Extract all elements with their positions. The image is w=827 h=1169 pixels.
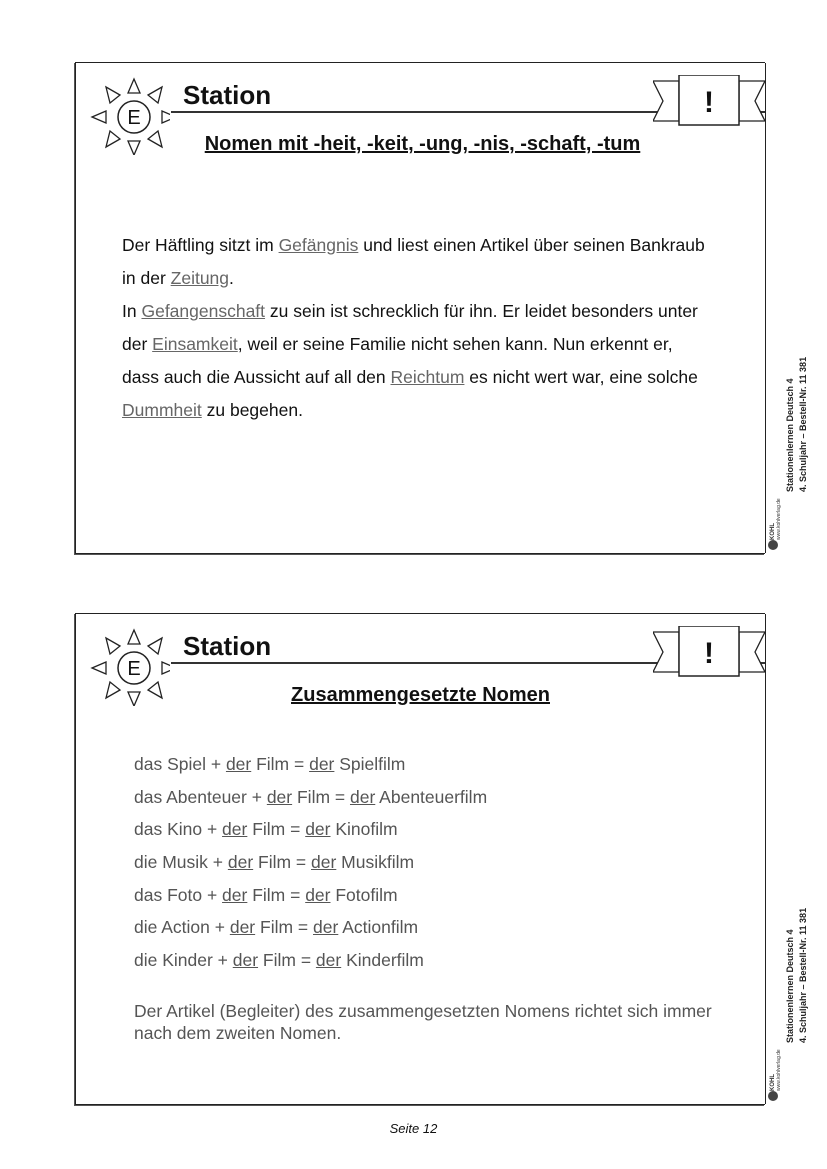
side-info-2 — [700, 613, 808, 1105]
page-number: Seite 12 — [389, 1121, 438, 1136]
row-text: Film = — [258, 950, 316, 971]
row-text: das Abenteuer + — [134, 786, 267, 807]
article-underlined: der — [227, 852, 254, 873]
row-text: Film = — [247, 884, 306, 905]
publisher-tree-icon — [768, 540, 778, 550]
row-text: das Foto + — [134, 884, 223, 905]
compound-row — [134, 748, 734, 781]
compound-row — [134, 911, 734, 944]
sun-icon — [90, 626, 170, 706]
underlined-noun: Einsamkeit — [152, 334, 238, 354]
row-text: Spielfilm — [334, 754, 406, 774]
article-underlined: der — [349, 786, 376, 807]
row-text: Fotofilm — [330, 884, 398, 905]
story-paragraph — [122, 229, 712, 427]
row-text: Film = — [247, 819, 306, 840]
card-right-edge — [765, 614, 767, 1104]
underlined-noun: Gefangenschaft — [141, 301, 266, 321]
station-title: Station — [183, 80, 272, 110]
station-card-1 — [75, 62, 765, 554]
row-text: Actionfilm — [338, 917, 419, 938]
publisher-logo: KOHL www.kohlverlag.de — [770, 1049, 782, 1091]
rule-note: Der Artikel (Begleiter) des zusammengesetzten Nomens richtet sich immer nach dem zweiten Nomen. — [134, 1001, 712, 1043]
article-underlined: der — [222, 819, 248, 840]
article-underlined: der — [266, 786, 293, 807]
card-right-edge — [765, 63, 767, 553]
row-text: Abenteuerfilm — [375, 786, 488, 807]
article-underlined: der — [225, 754, 252, 774]
underlined-noun: Zeitung — [170, 268, 230, 288]
underlined-noun: Dummheit — [122, 400, 202, 420]
side-title: Stationenlernen Deutsch 4 4. Schuljahr – Bestell-Nr. 11 381 — [785, 356, 808, 492]
article-underlined: der — [222, 884, 248, 905]
article-underlined: der — [309, 754, 335, 774]
sun-letter: E — [127, 658, 141, 680]
banner-mark: ! — [704, 86, 714, 119]
banner-mark: ! — [704, 637, 714, 670]
compound-row — [134, 944, 734, 977]
row-text: die Action + — [134, 917, 230, 938]
row-text: Kinderfilm — [341, 950, 424, 971]
text-segment: In — [122, 301, 142, 321]
card-subtitle: Zusammengesetzte Nomen — [291, 684, 550, 706]
row-text: Musikfilm — [336, 852, 415, 873]
compound-row — [134, 813, 734, 846]
compound-row — [134, 781, 734, 814]
side-title: Stationenlernen Deutsch 4 4. Schuljahr – Bestell-Nr. 11 381 — [785, 907, 808, 1043]
text-segment: . — [229, 268, 234, 288]
row-text: die Musik + — [134, 852, 228, 873]
article-underlined: der — [315, 950, 342, 971]
article-underlined: der — [311, 852, 337, 873]
side-info-1 — [700, 62, 808, 554]
row-text: Film = — [253, 852, 312, 873]
compound-row — [134, 879, 734, 912]
text-segment: zu sein ist schrecklich für ihn. Er leidet besonders unter der — [122, 301, 698, 354]
publisher-tree-icon — [768, 1091, 778, 1101]
row-text: die Kinder + — [134, 950, 233, 971]
underlined-noun: Reichtum — [390, 367, 465, 387]
row-text: das Kino + — [134, 819, 223, 840]
publisher-logo: KOHL www.kohlverlag.de — [770, 498, 782, 540]
text-segment: zu begehen. — [201, 400, 303, 420]
article-underlined: der — [232, 950, 259, 971]
text-segment: und liest einen Artikel über seinen Bankraub in der — [122, 235, 705, 288]
text-segment: Der Häftling sitzt im — [122, 235, 279, 255]
station-card-2 — [75, 613, 765, 1105]
row-text: das Spiel + — [134, 754, 226, 774]
text-segment: , weil er seine Familie nicht sehen kann. Nun erkennt er, dass auch die Aussicht auf all den — [122, 334, 673, 387]
sun-icon — [90, 75, 170, 155]
article-underlined: der — [229, 917, 256, 938]
article-underlined: der — [305, 884, 331, 905]
row-text: Film = — [255, 917, 313, 938]
station-title: Station — [183, 631, 272, 661]
compound-noun-list — [134, 748, 734, 977]
card-subtitle: Nomen mit -heit, -keit, -ung, -nis, -schaft, -tum — [204, 133, 641, 155]
text-segment: es nicht wert war, eine solche — [464, 367, 698, 387]
underlined-noun: Gefängnis — [278, 235, 359, 255]
article-underlined: der — [313, 917, 339, 938]
sun-letter: E — [127, 107, 141, 129]
compound-row — [134, 846, 734, 879]
row-text: Film = — [292, 786, 350, 807]
article-underlined: der — [305, 819, 331, 840]
row-text: Kinofilm — [330, 819, 398, 840]
row-text: Film = — [251, 754, 310, 774]
